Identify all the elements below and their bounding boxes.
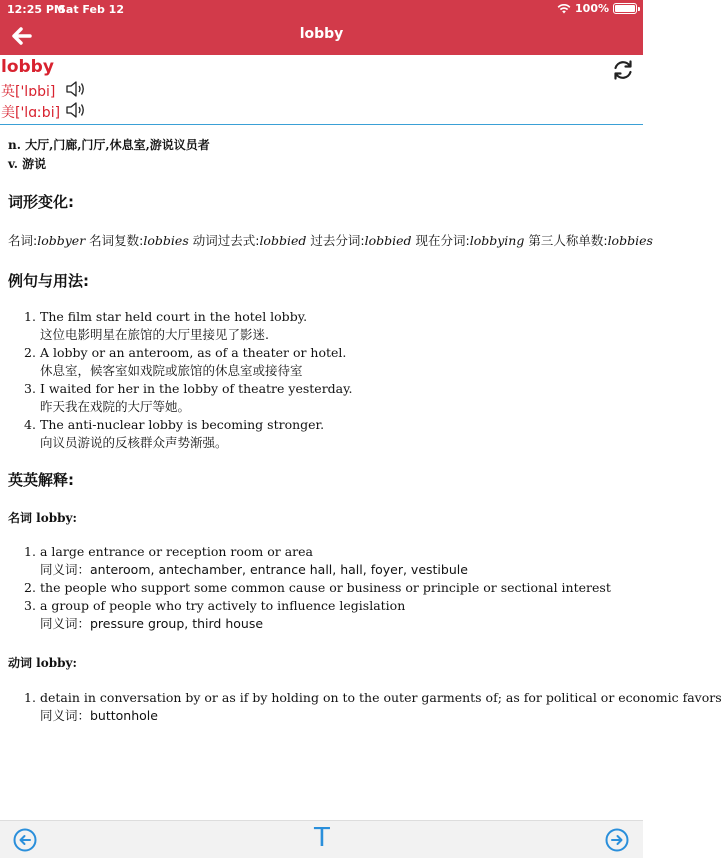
list-item: 2. the people who support some common cause or business or principle or sectional interest [8,579,638,597]
english-definition: detain in conversation by or as if by holding on to the outer garments of; as for political or economic favors [40,690,722,705]
form-label: 动词过去式: [192,233,260,248]
status-time: 12:25 PM [7,3,65,16]
english-definition: a large entrance or reception room or area [40,544,313,559]
pronunciation-us: 美['lɑːbi] [1,105,61,121]
page-title: lobby [299,26,344,42]
word-header [0,55,643,125]
noun-heading: 名词 lobby: [8,511,77,525]
forms-title: 词形变化: [8,193,74,211]
example-en: I waited for her in the lobby of theatre yesterday. [40,381,353,396]
definition-verb: v. 游说 [8,157,47,171]
list-item: 1. detain in conversation by or as if by holding on to the outer garments of; as for political or economic favors 同义词：buttonhole [24,690,722,723]
verb-list [8,689,722,725]
battery-icon [613,3,637,14]
top-bar [0,0,643,55]
word-forms [8,233,653,249]
form-label: 过去分词: [310,233,365,248]
circle-arrow-left-icon [13,828,37,852]
form-label: 第三人称单数: [528,233,608,248]
text-size-button[interactable]: T [314,823,330,853]
list-item: 1. a large entrance or reception room or area 同义词：anteroom, antechamber, entrance hall, hall, foyer, vestibule [8,543,638,579]
next-button[interactable] [605,828,629,852]
status-bar [0,0,643,18]
form-label: 现在分词: [415,233,470,248]
status-right [557,2,637,15]
list-item: 4. The anti-nuclear lobby is becoming stronger. 向议员游说的反核群众声势渐强。 [8,416,638,452]
wifi-icon [557,3,571,14]
list-item: 1. The film star held court in the hotel lobby. 这位电影明星在旅馆的大厅里接见了影迷. [8,308,638,344]
form-label: 名词复数: [89,233,144,248]
examples-title: 例句与用法: [8,272,89,290]
pronunciation-uk: 英['lɒbi] [1,84,56,100]
speaker-us-button[interactable] [65,101,87,119]
form-label: 名词: [8,233,38,248]
list-item: 3. I waited for her in the lobby of theatre yesterday. 昨天我在戏院的大厅等她。 [8,380,638,416]
speaker-icon [65,80,87,98]
definition-content [8,136,722,725]
headword: lobby [1,57,54,77]
form-value: lobbied [259,233,307,248]
speaker-uk-button[interactable] [65,80,87,98]
form-value: lobbies [607,233,653,248]
example-zh: 昨天我在戏院的大厅等她。 [40,399,191,414]
example-zh: 向议员游说的反核群众声势渐强。 [40,435,228,450]
form-value: lobbyer [37,233,86,248]
refresh-button[interactable] [611,58,635,82]
form-value: lobbied [364,233,412,248]
examples-list [8,308,638,452]
synonyms: 同义词：buttonhole [40,708,158,723]
example-en: The film star held court in the hotel lobby. [40,309,308,324]
english-definition: the people who support some common cause or business or principle or sectional interest [40,580,611,595]
verb-heading: 动词 lobby: [8,656,77,670]
battery-percent: 100% [575,2,609,15]
nav-bar [0,18,643,55]
circle-arrow-right-icon [605,828,629,852]
english-definition: a group of people who try actively to influence legislation [40,598,406,613]
noun-list [8,543,638,633]
example-en: A lobby or an anteroom, as of a theater or hotel. [40,345,347,360]
example-en: The anti-nuclear lobby is becoming stronger. [40,417,325,432]
definition-noun: n. 大厅,门廊,门厅,休息室,游说议员者 [8,138,210,152]
form-value: lobbies [143,233,189,248]
example-zh: 这位电影明星在旅馆的大厅里接见了影迷. [40,327,269,342]
bottom-toolbar [0,820,643,858]
example-zh: 休息室，候客室如戏院或旅馆的休息室或接待室 [40,363,303,378]
refresh-icon [611,58,635,82]
synonyms: 同义词：anteroom, antechamber, entrance hall, hall, foyer, vestibule [40,562,468,577]
previous-button[interactable] [13,828,37,852]
english-title: 英英解释: [8,471,74,489]
list-item: 2. A lobby or an anteroom, as of a theater or hotel. 休息室，候客室如戏院或旅馆的休息室或接待室 [8,344,638,380]
synonyms: 同义词：pressure group, third house [40,616,264,631]
speaker-icon [65,101,87,119]
list-item: 3. a group of people who try actively to influence legislation 同义词：pressure group, third house [8,597,638,633]
form-value: lobbying [469,233,525,248]
status-date: Sat Feb 12 [58,3,124,16]
